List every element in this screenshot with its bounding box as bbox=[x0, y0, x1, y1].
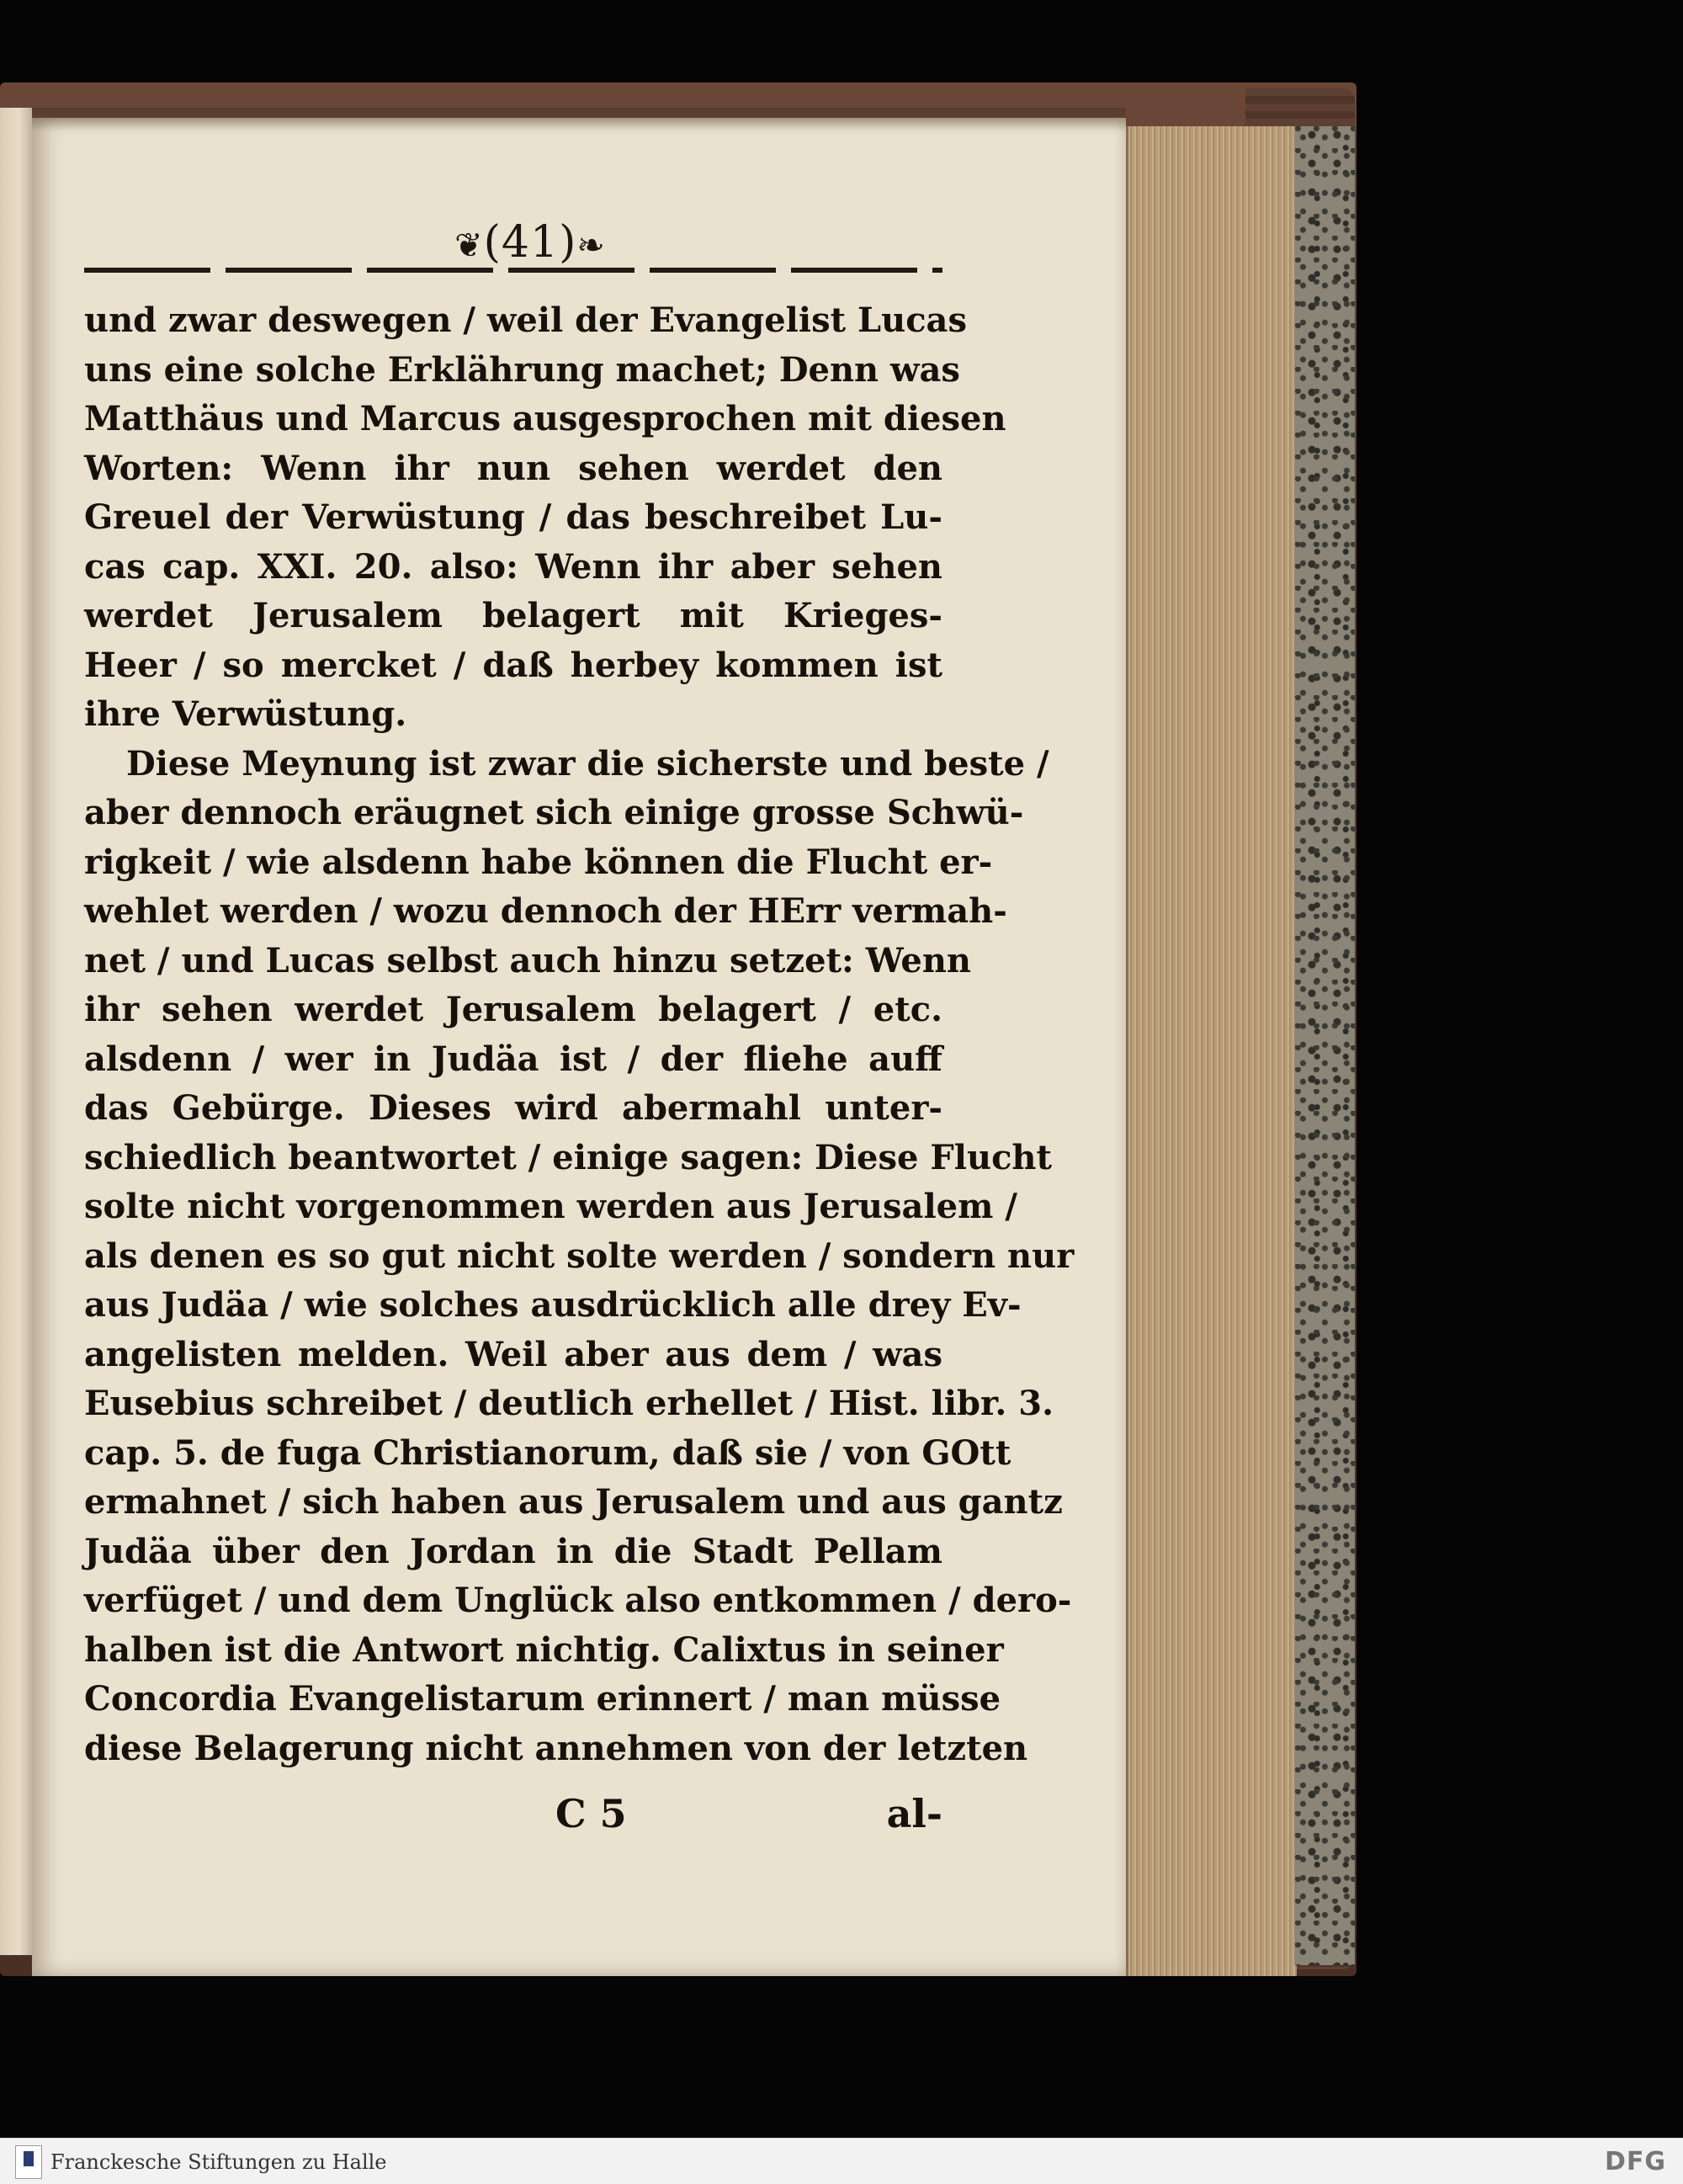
text-line: das Gebürge. Dieses wird abermahl unter- bbox=[84, 1088, 942, 1128]
text-line: ihr sehen werdet Jerusalem belagert / etc. bbox=[84, 990, 942, 1029]
left-page-edge bbox=[0, 108, 32, 1955]
text-line: wehlet werden / wozu dennoch der HErr vermah- bbox=[84, 891, 1007, 931]
text-line: Greuel der Verwüstung / das beschreibet Lu- bbox=[84, 497, 942, 537]
text-line: als denen es so gut nicht solte werden / sondern nur bbox=[84, 1235, 1075, 1276]
text-line: werdet Jerusalem belagert mit Krieges- bbox=[84, 596, 942, 635]
text-line: angelisten melden. Weil aber aus dem / was bbox=[84, 1334, 942, 1374]
text-line: aus Judäa / wie solches ausdrücklich alle drey Ev- bbox=[84, 1285, 1022, 1325]
viewer-footer-bar bbox=[0, 2138, 1683, 2184]
ornament-left-icon: ❦ bbox=[454, 226, 484, 265]
page-shadow bbox=[32, 108, 1126, 131]
text-line: halben ist die Antwort nichtig. Calixtus in seiner bbox=[84, 1629, 1004, 1670]
page-header bbox=[438, 217, 623, 268]
text-line: schiedlich beantwortet / einige sagen: Diese Flucht bbox=[84, 1137, 1052, 1177]
page-number: (41) bbox=[483, 217, 577, 268]
dfg-logo[interactable]: DFG bbox=[1604, 2147, 1666, 2176]
text-line: cap. 5. de fuga Christianorum, daß sie / von GOtt bbox=[84, 1432, 1011, 1473]
text-line: Eusebius schreibet / deutlich erhellet / Hist. libr. 3. bbox=[84, 1384, 1054, 1423]
institution-logo-icon bbox=[15, 2145, 42, 2179]
text-line: cas cap. XXI. 20. also: Wenn ihr aber sehen bbox=[84, 546, 942, 587]
text-line: verfüget / und dem Unglück also entkommen / dero- bbox=[84, 1581, 1072, 1620]
text-line: aber dennoch eräugnet sich einige grosse Schwü- bbox=[84, 793, 1024, 832]
ornament-right-icon: ❧ bbox=[576, 226, 606, 265]
text-line: ermahnet / sich haben aus Jerusalem und aus gantz bbox=[84, 1482, 1063, 1522]
text-line: net / und Lucas selbst auch hinzu setzet: Wenn bbox=[84, 940, 972, 980]
text-line: ihre Verwüstung. bbox=[84, 694, 407, 734]
text-line: Heer / so mercket / daß herbey kommen ist bbox=[84, 645, 942, 685]
catchword: al- bbox=[886, 1791, 942, 1836]
text-line: alsdenn / wer in Judäa ist / der fliehe auff bbox=[84, 1039, 942, 1079]
text-line: diese Belagerung nicht annehmen von der letzten bbox=[84, 1728, 1028, 1768]
page-edges bbox=[1126, 126, 1297, 1976]
marbled-edge bbox=[1294, 126, 1355, 1965]
text-line: Worten: Wenn ihr nun sehen werdet den bbox=[84, 448, 942, 488]
text-line: Matthäus und Marcus ausgesprochen mit diesen bbox=[84, 399, 1006, 438]
institution-name[interactable]: Franckesche Stiftungen zu Halle bbox=[50, 2150, 387, 2174]
text-line: solte nicht vorgenommen werden aus Jerusalem / bbox=[84, 1187, 1017, 1226]
text-line: rigkeit / wie alsdenn habe können die Flucht er- bbox=[84, 842, 993, 882]
text-line: und zwar deswegen / weil der Evangelist Lucas bbox=[84, 300, 967, 340]
header-rule bbox=[84, 268, 942, 273]
body-text bbox=[84, 296, 1075, 1773]
page-footer bbox=[84, 1791, 942, 1850]
text-line: Judäa über den Jordan in die Stadt Pellam bbox=[84, 1531, 942, 1571]
signature-mark: C 5 bbox=[555, 1791, 627, 1836]
text-line: uns eine solche Erklährung machet; Denn was bbox=[84, 349, 960, 390]
text-line: Concordia Evangelistarum erinnert / man müsse bbox=[84, 1679, 1001, 1719]
text-line: Diese Meynung ist zwar die sicherste und beste / bbox=[126, 743, 1049, 784]
